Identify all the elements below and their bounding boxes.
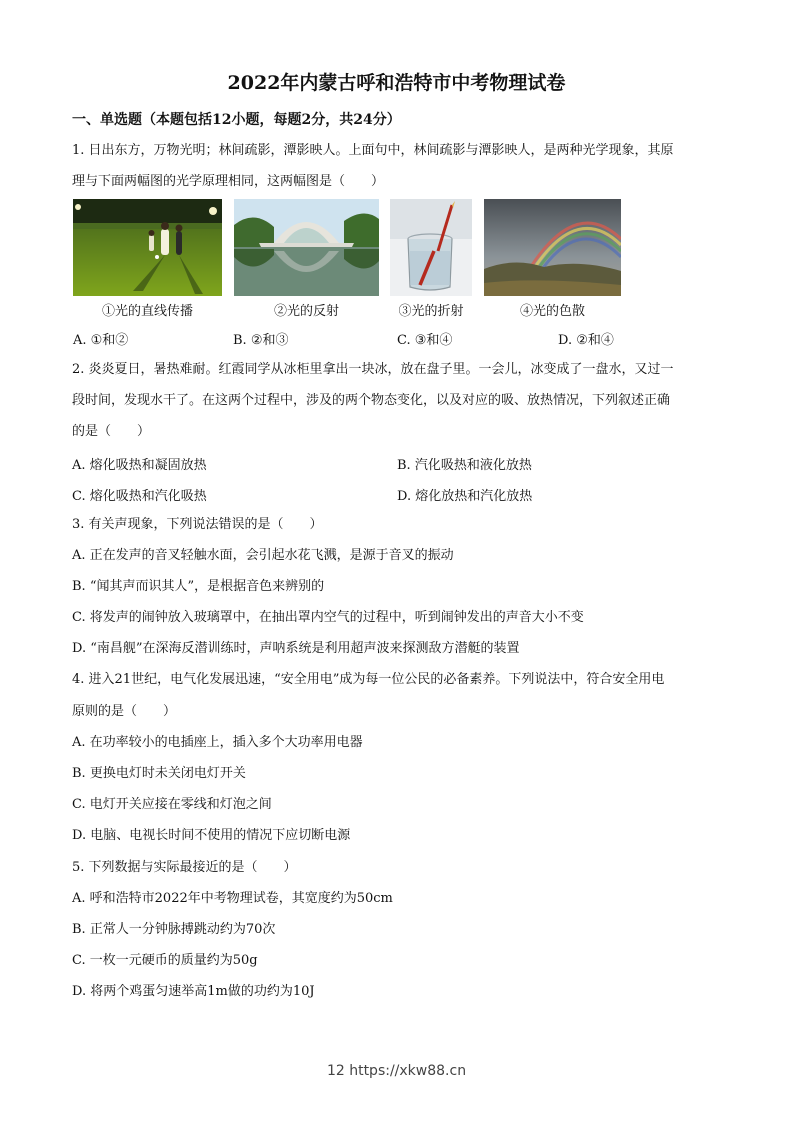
q5-option-a: A. 呼和浩特市2022年中考物理试卷，其宽度约为50cm	[72, 891, 393, 906]
q1-option-b: B. ②和③	[233, 333, 289, 348]
q4-stem-line2: 原则的是（ ）	[72, 704, 177, 719]
q1-option-a: A. ①和②	[73, 333, 129, 348]
q2-stem-line1: 2. 炎炎夏日，暑热难耐。红霞同学从冰柜里拿出一块冰，放在盘子里。一会儿，冰变成了一盘水，又过一	[72, 362, 674, 377]
pencil-in-water-photo	[390, 199, 472, 296]
q2-stem-line3: 的是（ ）	[72, 424, 151, 439]
q5-option-c: C. 一枚一元硬币的质量约为50g	[72, 953, 258, 968]
caption-reflection: ②光的反射	[273, 304, 339, 319]
q4-option-a: A. 在功率较小的电插座上，插入多个大功率用电器	[72, 735, 363, 750]
caption-straight-line: ①光的直线传播	[101, 304, 193, 319]
exam-title: 2022年内蒙古呼和浩特市中考物理试卷	[227, 72, 566, 94]
q4-stem-line1: 4. 进入21世纪，电气化发展迅速，“安全用电”成为每一位公民的必备素养。下列说法中，符合安全用电	[72, 672, 665, 687]
caption-dispersion: ④光的色散	[519, 304, 585, 319]
q1-option-d: D. ②和④	[558, 333, 614, 348]
q4-option-b: B. 更换电灯时未关闭电灯开关	[72, 766, 246, 781]
q3-option-c: C. 将发声的闹钟放入玻璃罩中，在抽出罩内空气的过程中，听到闹钟发出的声音大小不变	[72, 610, 584, 625]
q5-option-d: D. 将两个鸡蛋匀速举高1m做的功约为10J	[72, 984, 315, 999]
soccer-field-shadows-photo	[73, 199, 222, 296]
q3-option-d: D. “南昌舰”在深海反潜训练时，声呐系统是利用超声波来探测敌方潜艇的装置	[72, 641, 520, 656]
q1-stem-line2: 理与下面两幅图的光学原理相同，这两幅图是（ ）	[72, 174, 385, 189]
q4-option-d: D. 电脑、电视长时间不使用的情况下应切断电源	[72, 828, 351, 843]
q2-option-b: B. 汽化吸热和液化放热	[397, 458, 532, 473]
q3-option-b: B. “闻其声而识其人”，是根据音色来辨别的	[72, 579, 325, 594]
q2-option-c: C. 熔化吸热和汽化吸热	[72, 489, 207, 504]
q1-option-c: C. ③和④	[397, 333, 453, 348]
page-footer: 12 https://xkw88.cn	[326, 1063, 467, 1079]
q5-stem: 5. 下列数据与实际最接近的是（ ）	[72, 860, 297, 875]
rainbow-photo	[484, 199, 621, 296]
bridge-reflection-photo	[234, 199, 379, 296]
q2-stem-line2: 段时间，发现水干了。在这两个过程中，涉及的两个物态变化，以及对应的吸、放热情况，下列叙述正确	[72, 393, 671, 408]
caption-refraction: ③光的折射	[398, 304, 464, 319]
section-heading: 一、单选题（本题包括12小题，每题2分，共24分）	[72, 112, 401, 128]
q1-stem-line1: 1. 日出东方，万物光明；林间疏影，潭影映人。上面句中，林间疏影与潭影映人，是两种光学现象，其原	[72, 143, 674, 158]
q4-option-c: C. 电灯开关应接在零线和灯泡之间	[72, 797, 272, 812]
q3-option-a: A. 正在发声的音叉轻触水面，会引起水花飞溅，是源于音叉的振动	[72, 548, 454, 563]
q2-option-d: D. 熔化放热和汽化放热	[397, 489, 533, 504]
q3-stem: 3. 有关声现象，下列说法错误的是（ ）	[72, 517, 323, 532]
q5-option-b: B. 正常人一分钟脉搏跳动约为70次	[72, 922, 276, 937]
q2-option-a: A. 熔化吸热和凝固放热	[72, 458, 207, 473]
